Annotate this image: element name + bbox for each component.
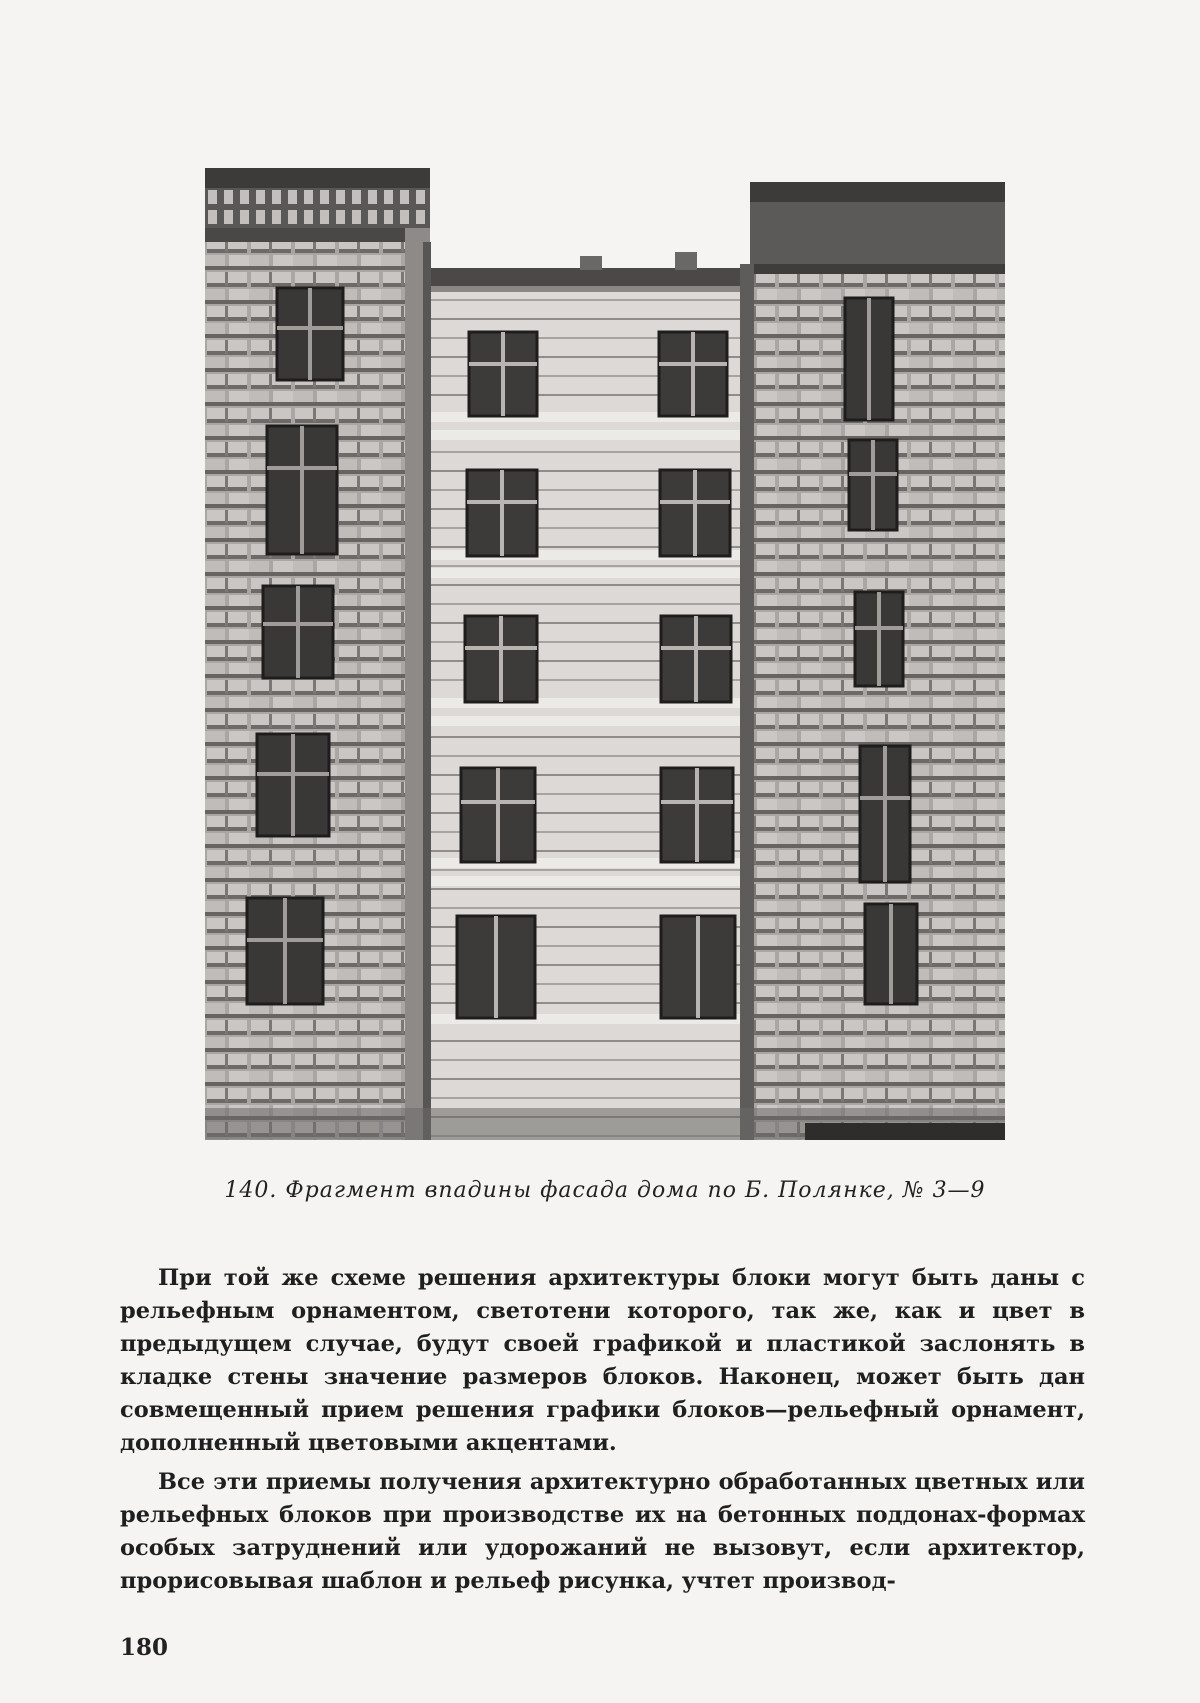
- figure-caption: 140. Фрагмент впадины фасада дома по Б. Полянке, № 3—9: [224, 1178, 986, 1203]
- body-text: [120, 1262, 1085, 1598]
- page-number: 180: [120, 1634, 169, 1661]
- facade-photograph: [205, 168, 1005, 1140]
- facade-photograph-drawing: [205, 168, 1005, 1140]
- paragraph-1: При той же схеме решения архитектуры блоки могут быть даны с рельефным орнаментом, светотени которого, так же, как и цвет в предыдущем случае, будут своей графикой и пластикой заслонять в кладке стены значение размеров блоков. Наконец, может быть дан совмещенный прием решения графики блоков—рельефный орнамент, дополненный цветовыми акцентами.: [120, 1265, 1085, 1456]
- paragraph-2: Все эти приемы получения архитектурно обработанных цветных или рельефных блоков при производстве их на бетонных поддонах-формах особых затруднений или удорожаний не вызовут, если архитектор, прорисовывая шаблон и рельеф рисунка, учтет производ-: [120, 1469, 1085, 1594]
